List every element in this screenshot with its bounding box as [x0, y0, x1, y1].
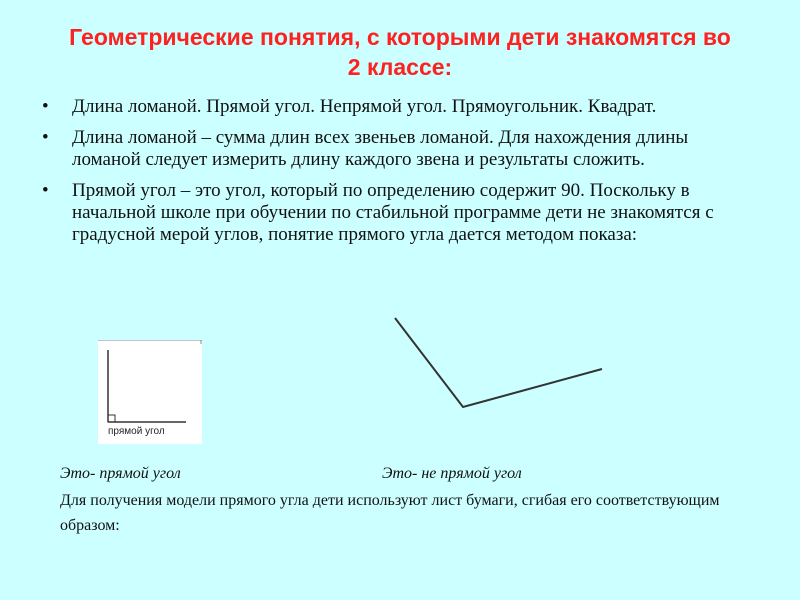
slide-title: Геометрические понятия, с которыми дети знакомятся во 2 классе:	[69, 24, 731, 80]
right-angle-label: прямой угол	[108, 426, 165, 437]
bullet-item: • Длина ломаной – сумма длин всех звеньев ломаной. Для нахождения длины ломаной следует измерить длину каждого звена и результаты сложить.	[40, 127, 760, 171]
obtuse-angle-drawing	[380, 312, 610, 412]
caption-not-right-angle: Это- не прямой угол	[382, 465, 522, 482]
bullet-item: • Прямой угол – это угол, который по определению содержит 90. Поскольку в начальной школе при обучении по стабильной программе дети не знакомятся с градусной мерой углов, понятие прямого угла дается методом показа:	[40, 180, 760, 246]
bullet-list	[40, 96, 760, 255]
caption-right-angle: Это- прямой угол	[60, 465, 181, 482]
right-angle-figure	[98, 340, 202, 444]
bullet-item: • Длина ломаной. Прямой угол. Непрямой угол. Прямоугольник. Квадрат.	[40, 96, 760, 118]
paper-fold-note: Для получения модели прямого угла дети используют лист бумаги, сгибая его соответствующим образом:	[60, 492, 720, 534]
